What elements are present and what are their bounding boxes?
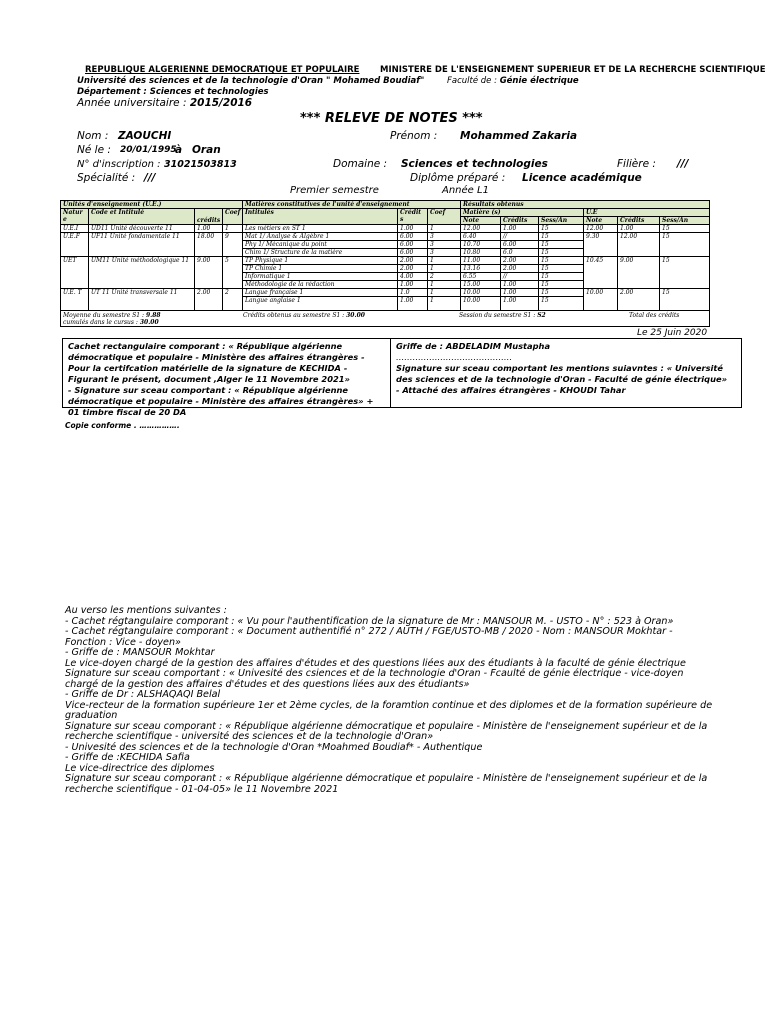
ue-note: 10.00 (584, 289, 618, 311)
col-code: Code et Intitulé (89, 209, 195, 225)
stamp-right-signature: Signature sur sceau comportant les mentions suiavntes : « Université des sciences et de la technologie d'Oran - Faculté de génie électrique» (396, 363, 728, 384)
subject-name: TP Chimie 1 (243, 265, 398, 273)
subject-credits: 6.00 (501, 241, 539, 249)
col-note-ue: Note (584, 217, 618, 225)
stamp-right-dots: …………………………………… (396, 352, 513, 362)
subject-credit: 1.0 (398, 289, 428, 297)
verso-line: - Griffe de Dr : ALSHAQAQI Belal (65, 689, 221, 700)
stamp-left-text-1: Cachet rectangulaire comporant : « République algérienne démocratique et populaire - Ministère des affaires étrangères - Pour la certifcation matérielle de la signature de KECHIDA - Figurant le présent, document ,Alger le 11 Novembre 2021» (68, 341, 365, 384)
table-row (61, 257, 710, 265)
domaine-value: Sciences et technologies (401, 158, 548, 170)
subject-credits: 2.00 (501, 257, 539, 265)
subject-note: 10.70 (461, 241, 501, 249)
ue-note: 12.00 (584, 225, 618, 233)
ue-credits: 18.00 (195, 233, 223, 257)
sub-header-row (61, 209, 710, 217)
subject-credits: 1.00 (501, 289, 539, 297)
ne-value: 20/01/1995 (120, 145, 177, 155)
subject-name: Informatique 1 (243, 273, 398, 281)
nom-label: Nom : (77, 130, 109, 142)
faculty-value: Génie électrique (499, 76, 579, 86)
ue-credits-obtained: 1.00 (618, 225, 660, 233)
subject-name: Les métiers en ST 1 (243, 225, 398, 233)
subject-coef: 3 (428, 233, 461, 241)
subject-note: 15.00 (461, 281, 501, 289)
ue-nature: UET (61, 257, 89, 289)
ue-coef: 9 (223, 233, 243, 257)
subject-name: Langue française 1 (243, 289, 398, 297)
republic-heading: REPUBLIQUE ALGERIENNE DEMOCRATIQUE ET POPULAIRE (85, 65, 360, 75)
table-row (61, 233, 710, 241)
subject-name: Méthodologie de la rédaction (243, 281, 398, 289)
subject-credits: 6.0 (501, 249, 539, 257)
ue-coef: 5 (223, 257, 243, 289)
copie-conforme: Copie conforme . ……………. (65, 421, 180, 430)
year-value: 2015/2016 (189, 97, 253, 109)
subject-name: Phy 1/ Mécanique du point (243, 241, 398, 249)
col-credits: crédits (195, 209, 223, 225)
subject-coef: 3 (428, 241, 461, 249)
moyenne-value: 9.88 (145, 312, 161, 319)
stamp-left-text-2: - Signature sur sceau comportant : « République algérienne démocratique et populaire - Ministère des affaires étrangères» + 01 timbre fiscal de 20 DA (68, 385, 374, 417)
annee-level: Année L1 (442, 185, 489, 196)
subject-sess: 15 (539, 225, 584, 233)
subject-credits: 1.00 (501, 281, 539, 289)
subject-credit: 2.00 (398, 265, 428, 273)
filiere-label: Filière : (617, 158, 656, 170)
table-footer-cell (61, 311, 710, 327)
ue-code: UD11 Unité découverte 11 (89, 225, 195, 233)
subject-coef: 1 (428, 281, 461, 289)
ue-nature: U.E. T (61, 289, 89, 311)
subject-coef: 3 (428, 249, 461, 257)
subject-sess: 15 (539, 249, 584, 257)
subject-credit: 1.00 (398, 297, 428, 311)
verso-line: Signature sur sceau comporant : « République algérienne démocratique et populaire - Ministère de l'enseignement supérieur et de la recherche scientifique - 01-04-05» le 11 Novembre 2021 (65, 773, 708, 795)
inscription-value: 31021503813 (164, 159, 237, 170)
subject-credit: 6.00 (398, 241, 428, 249)
col-intitules: Intitulés (243, 209, 398, 225)
col-nature: Natur e (61, 209, 89, 225)
col-matiere-s: Matière (s) (461, 209, 584, 217)
verso-line: Vice-recteur de la formation supérieure 1er et 2ème cycles, de la foramtion continue et des diplomes et de la formation supérieure de graduation (65, 699, 713, 721)
session-value: S2 (537, 312, 546, 319)
subject-coef: 1 (428, 257, 461, 265)
subject-credits: 1.00 (501, 297, 539, 311)
subject-note: 13.16 (461, 265, 501, 273)
subject-name: TP Physique 1 (243, 257, 398, 265)
stamp-right-attache: - Attaché des affaires étrangères - KHOUDI Tahar (396, 385, 626, 395)
ue-credits-obtained: 2.00 (618, 289, 660, 311)
subject-note: 6.40 (461, 233, 501, 241)
ue-code: UF11 Unité fondamentale 11 (89, 233, 195, 257)
diplome-label: Diplôme préparé : (410, 172, 506, 184)
ue-sess: 15 (660, 225, 710, 233)
inscription-label: N° d'inscription : (77, 159, 161, 170)
year-label: Année universitaire : (77, 97, 187, 109)
col-credit-m: Crédit s (398, 209, 428, 225)
domaine-label: Domaine : (333, 158, 388, 170)
subject-note: 10.00 (461, 289, 501, 297)
cumules-label: cumulés dans le cursus : (63, 319, 138, 326)
ue-credits-obtained: 12.00 (618, 233, 660, 257)
subject-credit: 4.00 (398, 273, 428, 281)
faculty-line (447, 76, 579, 86)
ue-note: 10.45 (584, 257, 618, 289)
verso-line: - Cachet régtangulaire comporant : « Document authentifié n° 272 / AUTH / FGE/USTO-MB / 2020 - Nom : MANSOUR Mokhtar - Fonction : Vice - doyen» (65, 626, 673, 648)
col-credits-r: Crédits (501, 217, 539, 225)
col-coef: Coef (223, 209, 243, 225)
verso-line: - Univesité des sciences et de la technologie d'Oran *Moahmed Boudiaf* - Authentique (65, 741, 483, 753)
col-sess-ue: Sess/An (660, 217, 710, 225)
prenom-label: Prénom : (390, 130, 438, 142)
group-header-row (61, 201, 710, 209)
department: Département : Sciences et technologies (77, 87, 269, 97)
subject-sess: 15 (539, 273, 584, 281)
ue-credits: 1.00 (195, 225, 223, 233)
subject-coef: 1 (428, 265, 461, 273)
document-title: *** RELEVE DE NOTES *** (300, 111, 483, 126)
moyenne (63, 312, 161, 319)
ue-credits: 9.00 (195, 257, 223, 289)
session (459, 312, 546, 319)
ue-coef: 1 (223, 225, 243, 233)
semestre: Premier semestre (290, 185, 379, 196)
subject-sess: 15 (539, 233, 584, 241)
subject-note: 6.55 (461, 273, 501, 281)
date-line: Le 25 Juin 2020 (637, 328, 708, 338)
faculty-label: Faculté de : (447, 76, 497, 86)
group-header-ue: Unités d'enseignement (U.E.) (61, 201, 243, 209)
stamp-box-right (391, 339, 741, 407)
ue-sess: 15 (660, 289, 710, 311)
stamp-box-left (63, 339, 391, 417)
subject-credit: 6.00 (398, 249, 428, 257)
verso-line: Signature sur sceau comportant : « Univesité des csiences et de la technologie d'Oran - Fcaulté de génie électrique - vice-doyen chargé de la gestion des affaires d'études et des questions liées aux des étudiants» (65, 668, 684, 690)
subject-note: 12.00 (461, 225, 501, 233)
subject-sess: 15 (539, 281, 584, 289)
subject-sess: 15 (539, 289, 584, 297)
ue-code: UT 11 Unité transversale 11 (89, 289, 195, 311)
grades-table (60, 200, 710, 327)
verso-line: Au verso les mentions suivantes : (65, 605, 227, 616)
filiere-value: /// (677, 158, 689, 170)
ue-credits-obtained: 9.00 (618, 257, 660, 289)
verso-line: Le vice-doyen chargé de la gestion des affaires d'études et des questions liées aux des étudiants à la faculté de génie électrique (65, 657, 686, 669)
subject-coef: 1 (428, 289, 461, 297)
ue-credits: 2.00 (195, 289, 223, 311)
verso-line: Signature sur sceau comporant : « République algérienne démocratique et populaire - Ministère de l'enseignement supérieur et de la recherche scientifique - université des sciences et de la technologie d'Oran» (65, 720, 708, 742)
ue-nature: U.E.I (61, 225, 89, 233)
verso-mentions (65, 606, 715, 795)
subject-credit: 1.00 (398, 225, 428, 233)
ue-sess: 15 (660, 233, 710, 257)
subject-credit: 1.00 (398, 281, 428, 289)
subject-credits: 2.00 (501, 265, 539, 273)
col-credits-ue: Crédits (618, 217, 660, 225)
subject-coef: 2 (428, 273, 461, 281)
ue-coef: 2 (223, 289, 243, 311)
credits-obtenus-value: 30.00 (346, 312, 365, 319)
subject-note: 10.00 (461, 297, 501, 311)
subject-credits: 1.00 (501, 225, 539, 233)
subject-credits: // (501, 273, 539, 281)
subject-sess: 15 (539, 297, 584, 311)
col-ue: U.E (584, 209, 710, 217)
subject-name: Langue anglaise 1 (243, 297, 398, 311)
diplome-value: Licence académique (522, 172, 642, 184)
verso-line: - Griffe de : MANSOUR Mokhtar (65, 647, 215, 658)
table-footer-row (61, 311, 710, 327)
moyenne-label: Moyenne du semestre S1 : (63, 312, 145, 319)
ministry-heading: MINISTERE DE L'ENSEIGNEMENT SUPERIEUR ET DE LA RECHERCHE SCIENTIFIQUE (380, 65, 766, 75)
subject-coef: 1 (428, 225, 461, 233)
subject-coef: 1 (428, 297, 461, 311)
credits-obtenus-label: Crédits obtenus au semestre S1 : (243, 312, 345, 319)
ue-nature: U.E.F (61, 233, 89, 257)
ue-code: UM11 Unité méthodologique 11 (89, 257, 195, 289)
subject-name: Mat 1/ Analyse & Algèbre 1 (243, 233, 398, 241)
subject-sess: 15 (539, 265, 584, 273)
stamp-box (62, 338, 742, 417)
specialite-value: /// (144, 172, 156, 184)
subject-credit: 2.00 (398, 257, 428, 265)
subject-sess: 15 (539, 241, 584, 249)
ue-note: 9.30 (584, 233, 618, 257)
cumules-value: 30.00 (139, 319, 159, 326)
credits-obtenus (243, 312, 365, 319)
table-row (61, 225, 710, 233)
col-note: Note (461, 217, 501, 225)
subject-credit: 6.00 (398, 233, 428, 241)
stamp-right-griffe: Griffe de : ABDELADIM Mustapha (396, 341, 551, 351)
session-label: Session du semestre S1 : (459, 312, 536, 319)
nom-value: ZAOUCHI (118, 130, 172, 142)
group-header-resultats: Résultats obtenus (461, 201, 710, 209)
ne-label: Né le : (77, 144, 111, 156)
ne-a: à (175, 144, 183, 156)
academic-year (77, 97, 252, 109)
table-row (61, 289, 710, 297)
col-sess: Sess/An (539, 217, 584, 225)
verso-line: - Griffe de :KECHIDA Safia (65, 752, 190, 763)
specialite-label: Spécialité : (77, 172, 136, 184)
subject-note: 10.80 (461, 249, 501, 257)
verso-line: Le vice-directrice des diplomes (65, 762, 215, 774)
prenom-value: Mohammed Zakaria (460, 130, 578, 142)
ue-sess: 15 (660, 257, 710, 289)
group-header-matieres: Matières constitutives de l'unité d'enseignement (243, 201, 461, 209)
university-name: Université des sciences et de la technologie d'Oran " Mohamed Boudiaf" (77, 76, 425, 86)
subject-name: Chim 1/ Structure de la matière (243, 249, 398, 257)
subject-sess: 15 (539, 257, 584, 265)
col-coef-m: Coef (428, 209, 461, 225)
subject-credits: // (501, 233, 539, 241)
total-credits-label: Total des crédits (629, 312, 680, 319)
subject-note: 11.00 (461, 257, 501, 265)
cumules (63, 319, 159, 326)
lieu-value: Oran (192, 144, 221, 156)
verso-line: - Cachet régtangulaire comporant : « Vu pour l'authentification de la signature de Mr : MANSOUR M. - USTO - N° : 523 à Oran» (65, 615, 674, 627)
